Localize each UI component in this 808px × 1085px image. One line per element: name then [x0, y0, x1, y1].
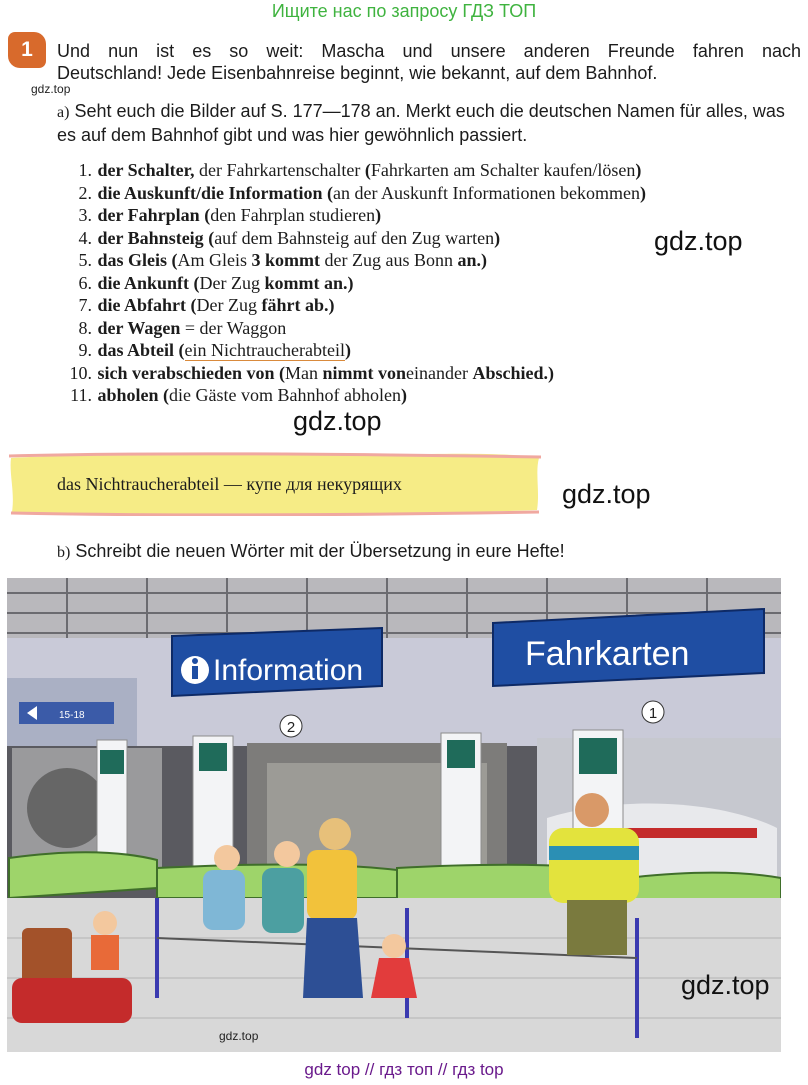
bottom-links[interactable]: gdz top // гдз топ // гдз top — [304, 1060, 504, 1079]
vocab-item: 4. der Bahnsteig (auf dem Bahnsteig auf den Zug warten) — [78, 227, 501, 248]
exercise-intro — [57, 40, 801, 84]
task-a-letter: a) — [57, 104, 70, 121]
intro-line-1: Und nun ist es so weit: Mascha und unsere anderen Freunde fahren nach — [57, 41, 801, 61]
direction-sign-text: 15-18 — [59, 710, 85, 721]
vocab-item: 3. der Fahrplan (den Fahrplan studieren) — [78, 205, 382, 225]
note-text: das Nichtraucherabteil — купе для некурящих — [57, 474, 402, 494]
watermark: gdz.top — [681, 970, 770, 1000]
vocab-item: 11. abholen (die Gäste vom Bahnhof abholen) — [70, 385, 407, 405]
vocab-item: 1. der Schalter, der Fahrkartenschalter (Fahrkarten am Schalter kaufen/lösen) — [78, 160, 642, 180]
exercise-number-badge: 1 — [8, 32, 46, 68]
task-b-text: Schreibt die neuen Wörter mit der Übersetzung in eure Hefte! — [75, 541, 565, 561]
vocab-item: 10. sich verabschieden von (Man nimmt voneinander Abschied.) — [69, 362, 555, 383]
watermark: gdz.top — [654, 226, 743, 256]
marker-1-label: 1 — [648, 705, 658, 722]
intro-line-2: Deutschland! Jede Eisenbahnreise beginnt, wie bekannt, auf dem Bahnhof. — [57, 63, 658, 83]
vocab-item: 5. das Gleis (Am Gleis 3 kommt der Zug aus Bonn an.) — [78, 250, 488, 270]
task-b-letter: b) — [57, 544, 71, 561]
vocab-item: 7. die Abfahrt (Der Zug fährt ab.) — [78, 295, 335, 315]
watermark: gdz.top — [562, 479, 651, 509]
marker-2-label: 2 — [286, 719, 296, 736]
watermark-small: gdz.top — [31, 82, 71, 96]
vocab-item: 8. der Wagen = der Waggon — [78, 317, 287, 338]
underlined-term: ein Nichtraucherabteil — [184, 340, 345, 360]
information-sign-text: Information — [213, 654, 364, 687]
top-banner: Ищите нас по запросу ГДЗ ТОП — [271, 1, 537, 21]
vocab-item: 6. die Ankunft (Der Zug kommt an.) — [78, 272, 354, 293]
vocabulary-list — [66, 159, 646, 407]
task-a — [57, 100, 797, 147]
information-sign — [172, 628, 382, 696]
fahrkarten-sign-text: Fahrkarten — [525, 635, 690, 673]
task-b — [57, 541, 565, 562]
vocab-item: 2. die Auskunft/die Information (an der Auskunft Informationen bekommen) — [78, 182, 646, 203]
vocab-item: 9. das Abteil (ein Nichtraucherabteil) — [78, 340, 351, 360]
watermark: gdz.top — [293, 406, 382, 436]
fahrkarten-sign — [493, 609, 764, 686]
illustration-watermark: gdz.top — [219, 1029, 259, 1043]
task-a-text: Seht euch die Bilder auf S. 177—178 an. Merkt euch die deutschen Namen für alles, was es auf dem Bahnhof gibt und was hier gewöhnlich passiert. — [57, 101, 785, 145]
station-illustration — [7, 578, 781, 1052]
